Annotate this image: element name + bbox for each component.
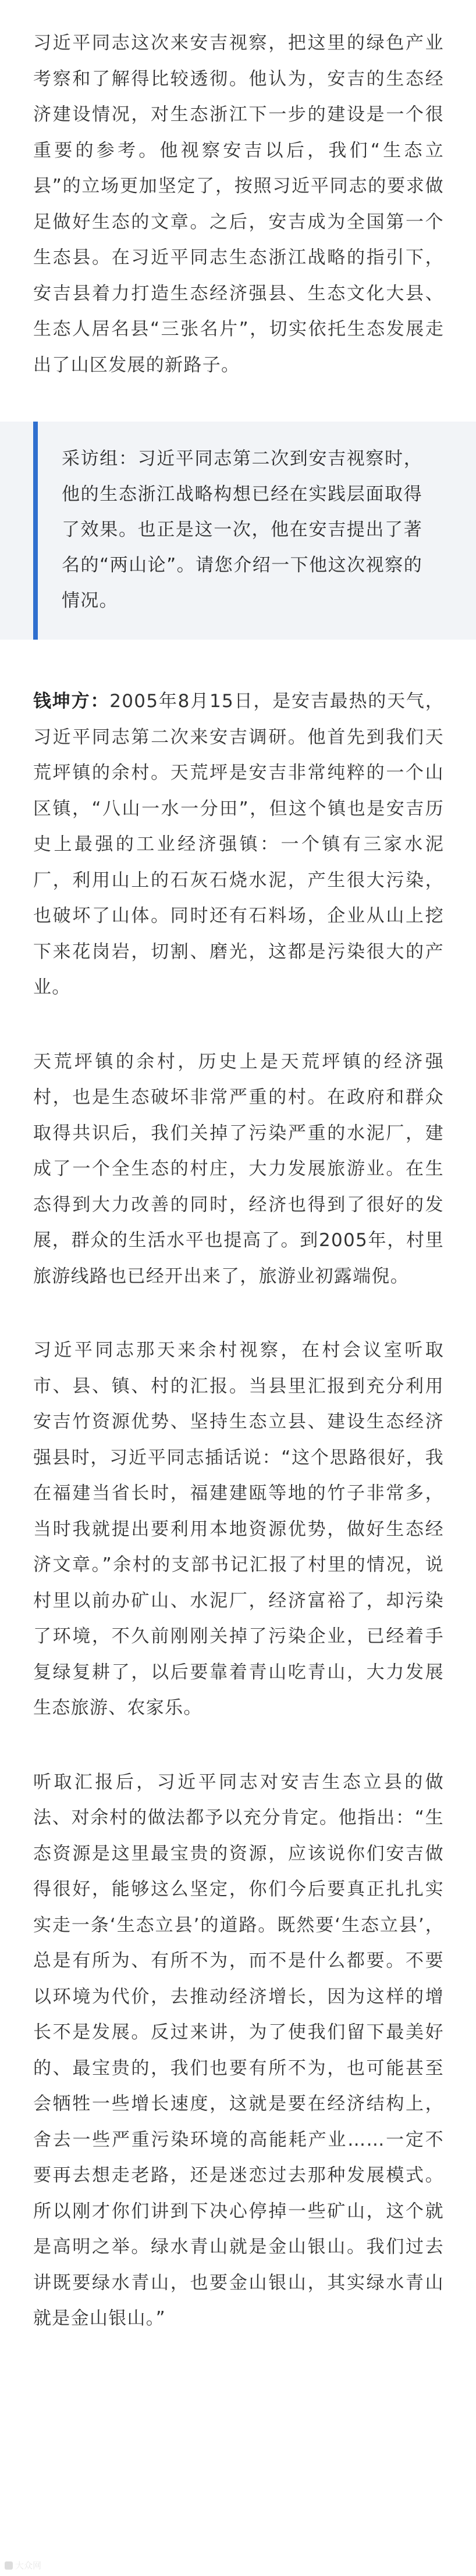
answer-paragraph bbox=[33, 684, 444, 1006]
paragraph-text: 天荒坪镇的余村，历史上是天荒坪镇的经济强村，也是生态破坏非常严重的村。在政府和群众取得共识后，我们关掉了污染严重的水泥厂，建成了一个全生态的村庄，大力发展旅游业。在生态得到大力改善的同时，经济也得到了很好的发展，群众的生活水平也提高了。到2005年，村里旅游线路也已经开出来了，旅游业初露端倪。 bbox=[33, 1051, 444, 1287]
source-watermark bbox=[5, 2559, 41, 2571]
answer-paragraph bbox=[33, 1333, 444, 1726]
answer-paragraph bbox=[33, 1044, 444, 1295]
paragraph-text: 2005年8月15日，是安吉最热的天气，习近平同志第二次来安吉调研。他首先到我们天荒坪镇的余村。天荒坪是安吉非常纯粹的一个山区镇，“八山一水一分田”，但这个镇也是安吉历史上最强的工业经济强镇：一个镇有三家水泥厂，利用山上的石灰石烧水泥，产生很大污染，也破坏了山体。同时还有石料场，企业从山上挖下来花岗岩，切割、磨光，这都是污染很大的产业。 bbox=[33, 691, 444, 998]
watermark-logo-icon bbox=[5, 2561, 13, 2570]
watermark-text: 大众网 bbox=[15, 2560, 42, 2571]
interview-question-text: 采访组：习近平同志第二次到安吉视察时，他的生态浙江战略构想已经在实践层面取得了效果。也正是这一次，他在安吉提出了著名的“两山论”。请您介绍一下他这次视察的情况。 bbox=[62, 448, 422, 611]
paragraph-text: 习近平同志那天来余村视察，在村会议室听取市、县、镇、村的汇报。当县里汇报到充分利用安吉竹资源优势、坚持生态立县、建设生态经济强县时，习近平同志插话说：“这个思路很好，我在福建当省长时，福建建瓯等地的竹子非常多，当时我就提出要利用本地资源优势，做好生态经济文章。”余村的支部书记汇报了村里的情况，说村里以前办矿山、水泥厂，经济富裕了，却污染了环境，不久前刚刚关掉了污染企业，已经着手复绿复耕了，以后要靠着青山吃青山，大力发展生态旅游、农家乐。 bbox=[33, 1340, 444, 1718]
paragraph-text: 习近平同志这次来安吉视察，把这里的绿色产业考察和了解得比较透彻。他认为，安吉的生态经济建设情况，对生态浙江下一步的建设是一个很重要的参考。他视察安吉以后，我们“生态立县”的立场更加坚定了，按照习近平同志的要求做足做好生态的文章。之后，安吉成为全国第一个生态县。在习近平同志生态浙江战略的指引下，安吉县着力打造生态经济强县、生态文化大县、生态人居名县“三张名片”，切实依托生态发展走出了山区发展的新路子。 bbox=[33, 33, 444, 376]
answer-paragraph bbox=[33, 1765, 444, 2337]
intro-paragraph bbox=[33, 26, 444, 383]
paragraph-text: 听取汇报后，习近平同志对安吉生态立县的做法、对余村的做法都予以充分肯定。他指出：“生态资源是这里最宝贵的资源，应该说你们安吉做得很好，能够这么坚定，你们今后要真正扎扎实实走一条‘生态立县’的道路。既然要‘生态立县’，总是有所为、有所不为，而不是什么都要。不要以环境为代价，去推动经济增长，因为这样的增长不是发展。反过来讲，为了使我们留下最美好的、最宝贵的，我们也要有所不为，也可能甚至会牺牲一些增长速度，这就是要在经济结构上，舍去一些严重污染环境的高能耗产业……一定不要再去想走老路，还是迷恋过去那种发展模式。所以刚才你们讲到下决心停掉一些矿山，这个就是高明之举。绿水青山就是金山银山。我们过去讲既要绿水青山，也要金山银山，其实绿水青山就是金山银山。” bbox=[33, 1771, 444, 2329]
speaker-name: 钱坤方： bbox=[33, 691, 110, 712]
interview-question-block bbox=[0, 422, 476, 640]
